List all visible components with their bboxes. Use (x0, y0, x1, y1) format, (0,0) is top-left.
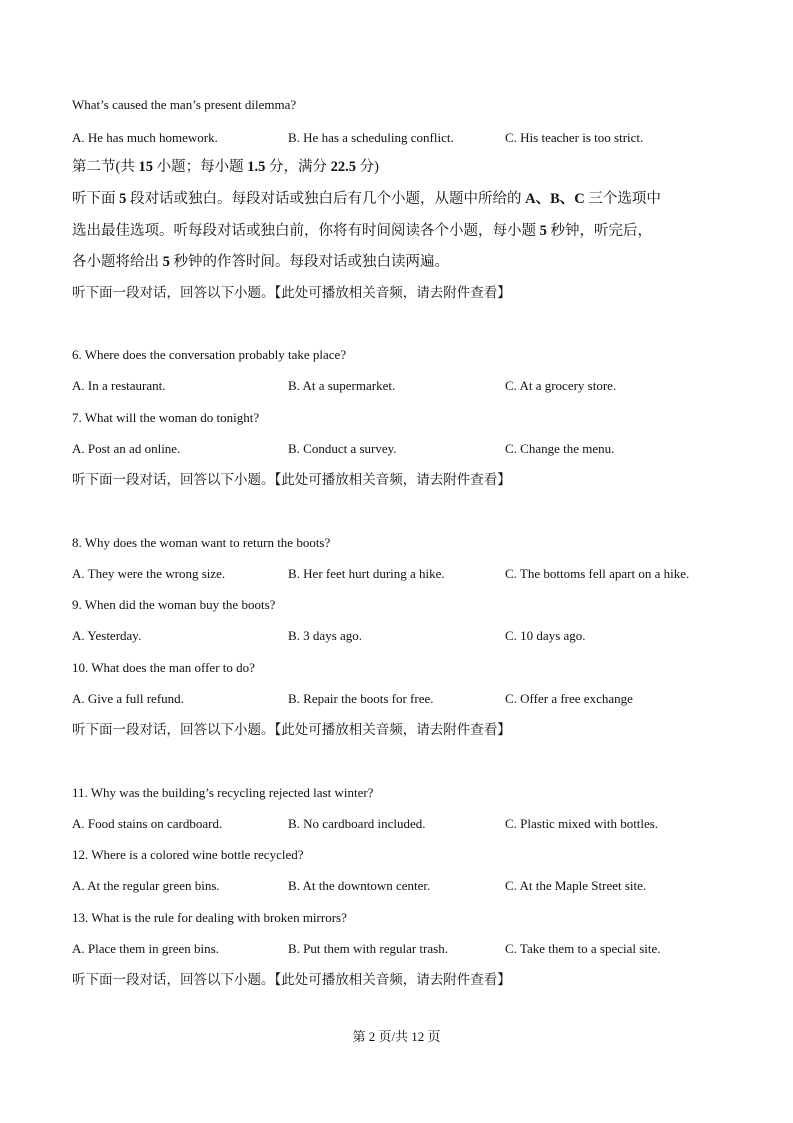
q9-option-a: A. Yesterday. (72, 628, 142, 643)
q7-option-c: C. Change the menu. (505, 441, 615, 456)
question-8: 8. Why does the woman want to return the boots? (72, 535, 331, 550)
section2-instruction-line3: 各小题将给出 5 秒钟的作答时间。每段对话或独白读两遍。 (72, 254, 449, 270)
q12-option-a: A. At the regular green bins. (72, 878, 220, 893)
q8-option-b: B. Her feet hurt during a hike. (288, 566, 445, 581)
q11-option-a: A. Food stains on cardboard. (72, 816, 223, 831)
section2-instruction-line2: 选出最佳选项。听每段对话或独白前，你将有时间阅读各个小题，每小题 5 秒钟，听完后， (72, 223, 652, 239)
q9-option-c: C. 10 days ago. (505, 628, 586, 643)
question-11: 11. Why was the building’s recycling rejected last winter? (72, 785, 374, 800)
listen-note: 听下面一段对话，回答以下小题。【此处可播放相关音频，请去附件查看】 (72, 972, 511, 987)
q11-option-b: B. No cardboard included. (288, 816, 426, 831)
question-9: 9. When did the woman buy the boots? (72, 597, 276, 612)
q10-option-b: B. Repair the boots for free. (288, 691, 434, 706)
question-5: What’s caused the man’s present dilemma? (72, 97, 297, 112)
listen-note: 听下面一段对话，回答以下小题。【此处可播放相关音频，请去附件查看】 (72, 285, 511, 300)
q5-option-a: A. He has much homework. (72, 130, 218, 145)
q11-option-c: C. Plastic mixed with bottles. (505, 816, 659, 831)
listen-note: 听下面一段对话，回答以下小题。【此处可播放相关音频，请去附件查看】 (72, 472, 511, 487)
listen-note: 听下面一段对话，回答以下小题。【此处可播放相关音频，请去附件查看】 (72, 722, 511, 737)
page-number: 第 2 页/共 12 页 (352, 1029, 441, 1044)
q10-option-a: A. Give a full refund. (72, 691, 184, 706)
q6-option-a: A. In a restaurant. (72, 378, 166, 393)
q8-option-c: C. The bottoms fell apart on a hike. (505, 566, 690, 581)
question-6: 6. Where does the conversation probably take place? (72, 347, 347, 362)
q7-option-a: A. Post an ad online. (72, 441, 181, 456)
question-12: 12. Where is a colored wine bottle recycled? (72, 847, 304, 862)
question-10: 10. What does the man offer to do? (72, 660, 255, 675)
section2-heading: 第二节(共 15 小题；每小题 1.5 分，满分 22.5 分) (72, 159, 379, 175)
question-7: 7. What will the woman do tonight? (72, 410, 260, 425)
q5-option-c: C. His teacher is too strict. (505, 130, 644, 145)
q5-option-b: B. He has a scheduling conflict. (288, 130, 454, 145)
q12-option-b: B. At the downtown center. (288, 878, 431, 893)
q12-option-c: C. At the Maple Street site. (505, 878, 647, 893)
q7-option-b: B. Conduct a survey. (288, 441, 397, 456)
q13-option-b: B. Put them with regular trash. (288, 941, 448, 956)
q6-option-b: B. At a supermarket. (288, 378, 396, 393)
q13-option-a: A. Place them in green bins. (72, 941, 219, 956)
q8-option-a: A. They were the wrong size. (72, 566, 226, 581)
q13-option-c: C. Take them to a special site. (505, 941, 661, 956)
section2-instruction-line1: 听下面 5 段对话或独白。每段对话或独白后有几个小题，从题中所给的 A、B、C 三个选项中 (72, 191, 661, 207)
q10-option-c: C. Offer a free exchange (505, 691, 633, 706)
question-13: 13. What is the rule for dealing with broken mirrors? (72, 910, 347, 925)
q9-option-b: B. 3 days ago. (288, 628, 363, 643)
q6-option-c: C. At a grocery store. (505, 378, 617, 393)
